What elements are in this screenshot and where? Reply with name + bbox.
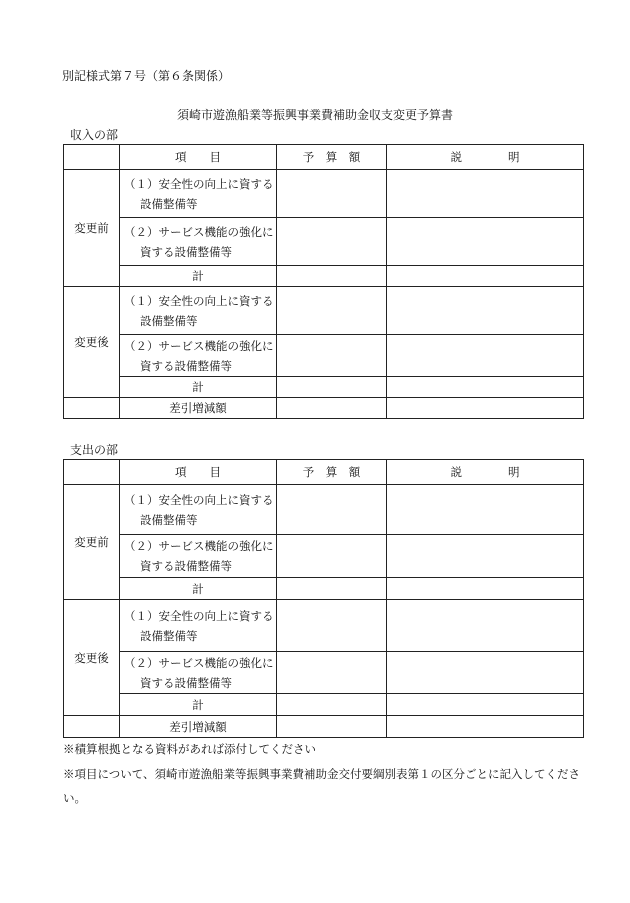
explanation-cell[interactable] — [387, 535, 584, 578]
budget-cell[interactable] — [277, 287, 387, 335]
note-attachment: ※積算根拠となる資料があれば添付してください — [63, 742, 316, 756]
explanation-cell[interactable] — [387, 266, 584, 287]
income-section-label: 収入の部 — [70, 128, 119, 142]
total-label: 計 — [120, 377, 277, 398]
group-before: 変更前 — [64, 170, 120, 287]
explanation-cell[interactable] — [387, 652, 584, 694]
difference-label: 差引増減額 — [120, 398, 277, 419]
corner-cell — [64, 460, 120, 485]
explanation-cell[interactable] — [387, 170, 584, 218]
item-safety: （１）安全性の向上に資する 設備整備等 — [120, 485, 277, 535]
explanation-cell[interactable] — [387, 485, 584, 535]
form-number: 別記様式第７号（第６条関係） — [62, 69, 231, 83]
explanation-cell[interactable] — [387, 716, 584, 738]
total-label: 計 — [120, 578, 277, 600]
explanation-cell[interactable] — [387, 335, 584, 377]
income-table — [63, 144, 584, 419]
item-service: （２）サービス機能の強化に 資する設備整備等 — [120, 218, 277, 266]
item-safety: （１）安全性の向上に資する 設備整備等 — [120, 287, 277, 335]
header-explanation: 説 明 — [387, 460, 584, 485]
header-budget: 予 算 額 — [277, 145, 387, 170]
budget-cell[interactable] — [277, 398, 387, 419]
budget-cell[interactable] — [277, 377, 387, 398]
total-label: 計 — [120, 266, 277, 287]
budget-cell[interactable] — [277, 218, 387, 266]
header-explanation: 説 明 — [387, 145, 584, 170]
explanation-cell[interactable] — [387, 377, 584, 398]
header-item: 項 目 — [120, 460, 277, 485]
budget-cell[interactable] — [277, 485, 387, 535]
group-before: 変更前 — [64, 485, 120, 600]
corner-cell — [64, 145, 120, 170]
item-service: （２）サービス機能の強化に 資する設備整備等 — [120, 535, 277, 578]
explanation-cell[interactable] — [387, 578, 584, 600]
header-item: 項 目 — [120, 145, 277, 170]
item-safety: （１）安全性の向上に資する 設備整備等 — [120, 600, 277, 652]
total-label: 計 — [120, 694, 277, 716]
empty-cell — [64, 398, 120, 419]
document-title: 須崎市遊漁船業等振興事業費補助金収支変更予算書 — [176, 108, 453, 122]
item-service: （２）サービス機能の強化に 資する設備整備等 — [120, 335, 277, 377]
budget-cell[interactable] — [277, 652, 387, 694]
explanation-cell[interactable] — [387, 287, 584, 335]
explanation-cell[interactable] — [387, 218, 584, 266]
item-safety: （１）安全性の向上に資する 設備整備等 — [120, 170, 277, 218]
budget-cell[interactable] — [277, 600, 387, 652]
item-service: （２）サービス機能の強化に 資する設備整備等 — [120, 652, 277, 694]
expense-section-label: 支出の部 — [70, 443, 119, 457]
group-after: 変更後 — [64, 287, 120, 398]
budget-cell[interactable] — [277, 578, 387, 600]
budget-cell[interactable] — [277, 716, 387, 738]
header-budget: 予 算 額 — [277, 460, 387, 485]
budget-cell[interactable] — [277, 170, 387, 218]
budget-cell[interactable] — [277, 694, 387, 716]
note-categories: ※項目について、須崎市遊漁船業等振興事業費補助金交付要綱別表第１の区分ごとに記入してください。 — [63, 767, 581, 805]
budget-cell[interactable] — [277, 335, 387, 377]
explanation-cell[interactable] — [387, 694, 584, 716]
expense-table — [63, 459, 584, 738]
explanation-cell[interactable] — [387, 600, 584, 652]
explanation-cell[interactable] — [387, 398, 584, 419]
difference-label: 差引増減額 — [120, 716, 277, 738]
group-after: 変更後 — [64, 600, 120, 716]
budget-cell[interactable] — [277, 266, 387, 287]
empty-cell — [64, 716, 120, 738]
budget-cell[interactable] — [277, 535, 387, 578]
